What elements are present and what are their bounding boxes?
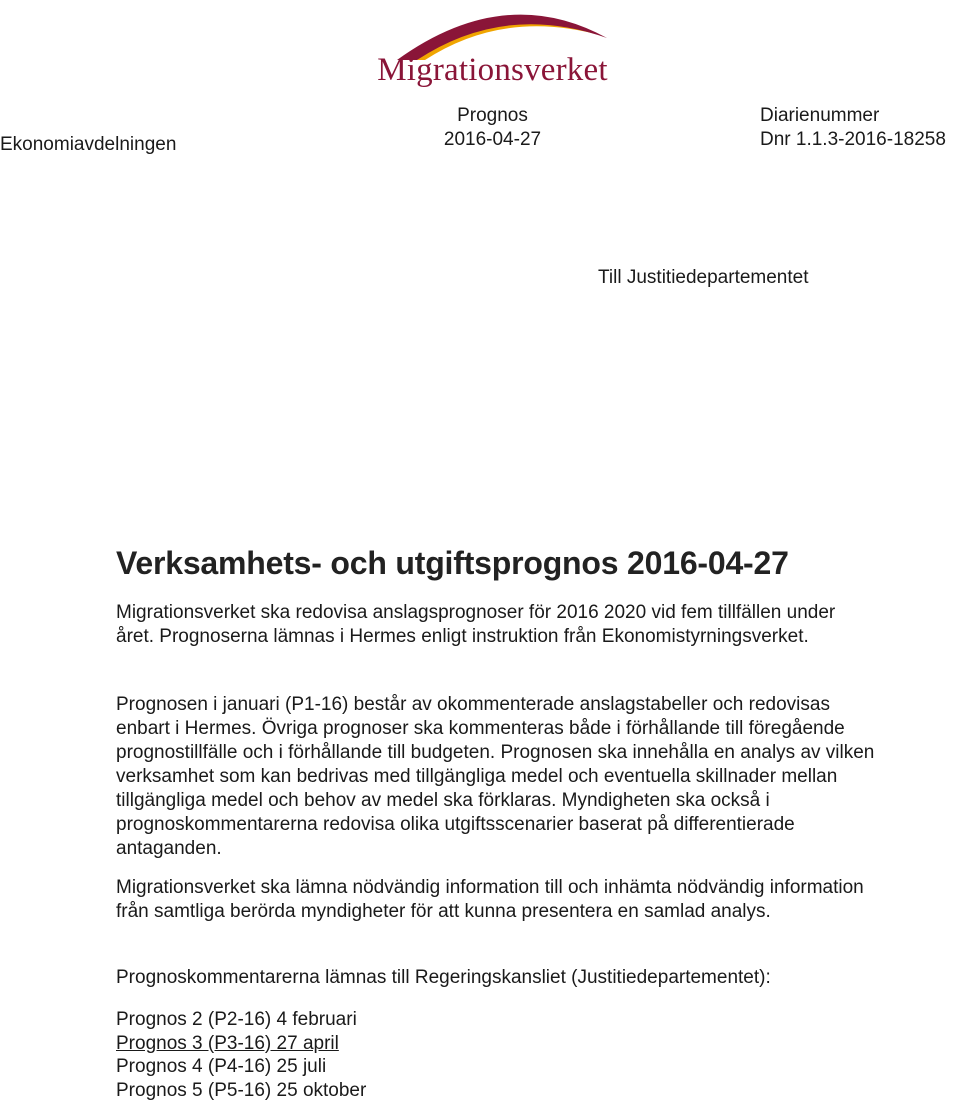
schedule-item-current: Prognos 3 (P3-16) 27 april [116,1032,339,1054]
schedule-item: Prognos 2 (P2-16) 4 februari [116,1009,357,1030]
paragraph-requirements: Prognosen i januari (P1-16) består av okommenterade anslagstabeller och redovisas enbart i Hermes. Övriga prognoser ska kommenteras både i förhållande till föregående prognostillfälle och i förhållande till budgeten. Prognosen ska innehålla en analys av vilken verksamhet som kan bedrivas med tillgängliga medel och eventuella skillnader mellan tillgängliga medel och behov av medel ska förklaras. Myndigheten ska också i prognoskommentarerna redovisa olika utgiftsscenarier baserat på differentierade antaganden. [116,694,875,859]
paragraph-information: Migrationsverket ska lämna nödvändig information till och inhämta nödvändig information från samtliga berörda myndigheter för att kunna presentera en samlad analys. [116,877,864,922]
migrationsverket-logo [355,0,630,100]
recipient: Till Justitiedepartementet [598,267,809,288]
logo-arc-icon [355,0,630,60]
paragraph-submission: Prognoskommentarerna lämnas till Regeringskansliet (Justitiedepartementet): [116,967,771,988]
registration-number: Dnr 1.1.3-2016-18258 [760,129,946,150]
document-type-block [440,104,545,152]
document-type: Prognos [457,105,528,126]
schedule-item: Prognos 4 (P4-16) 25 juli [116,1056,327,1077]
schedule-item: Prognos 5 (P5-16) 25 oktober [116,1079,367,1101]
registration-block [760,104,946,152]
forecast-schedule [116,1008,366,1102]
logo-wordmark: Migrationsverket [377,52,608,88]
registration-label: Diarienummer [760,105,880,126]
paragraph-intro: Migrationsverket ska redovisa anslagsprognoser för 2016 2020 vid fem tillfällen under året. Prognoserna lämnas i Hermes enligt instruktion från Ekonomistyrningsverket. [116,602,836,647]
document-date: 2016-04-27 [443,129,542,150]
document-title: Verksamhets- och utgiftsprognos 2016-04-27 [116,545,789,581]
department-name: Ekonomiavdelningen [0,134,177,155]
